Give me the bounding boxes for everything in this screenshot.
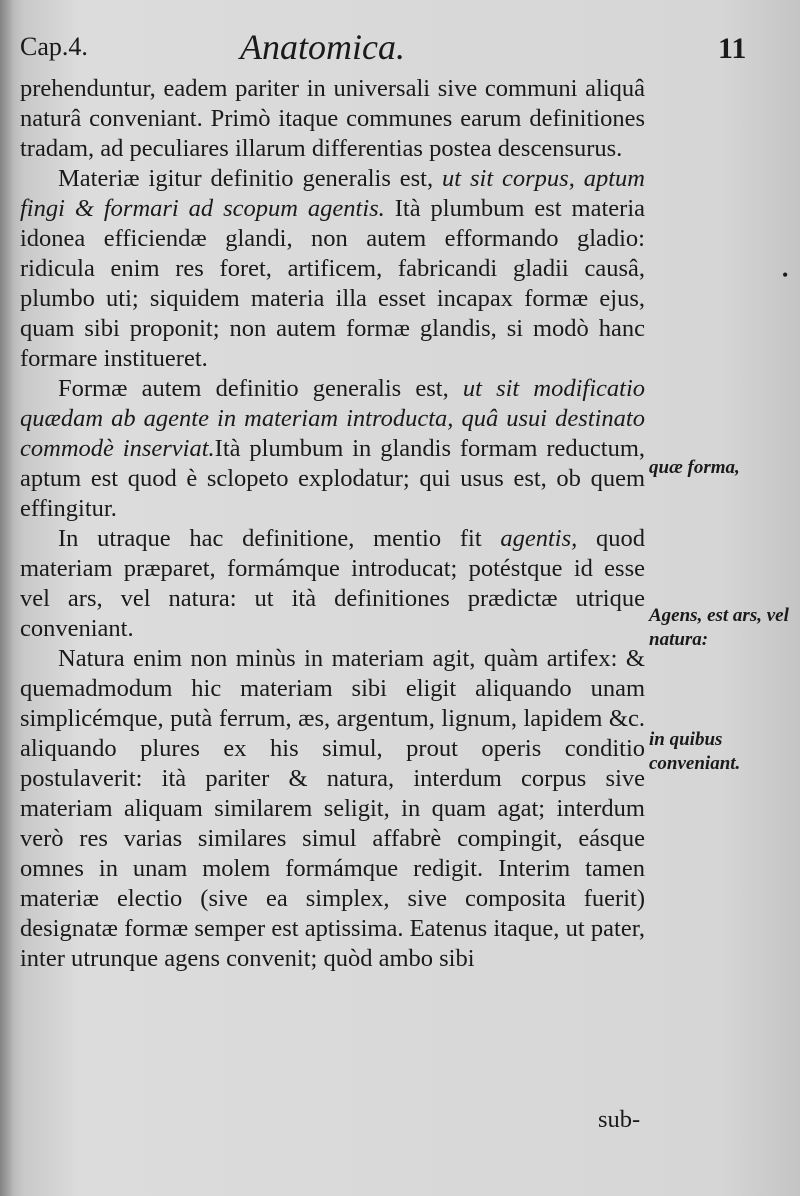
- chapter-label: Cap.4.: [20, 32, 88, 61]
- catchword: sub-: [598, 1106, 641, 1133]
- paragraph-4-text-b: quod materiam præparet, formámque introducat; potéstque id esse vel ars, vel natura: ut ità definitiones prædictæ utrique conveniant.: [20, 525, 645, 642]
- paragraph-3-italic: ut sit modificatio quædam ab agente in materiam introducta, quâ usui destinato commodè inserviat.: [20, 375, 645, 462]
- paragraph-5: [20, 644, 645, 974]
- paragraph-5-text: Natura enim non minùs in materiam agit, quàm artifex: & quemadmodum hic materiam sibi eligit aliquando unam simplicémque, putà ferrum, æs, argentum, lignum, lapidem &c. aliquando plures ex his simul, prout operis conditio postulaverit: ità pariter & natura, interdum corpus sive materiam aliquam similarem seligit, in quam agat; interdum verò res varias similares simul affabrè compingit, eásque omnes in unam molem formámque redigit. Interim tamen materiæ electio (sive ea simplex, sive composita fuerit) designatæ formæ semper est aptissima. Eatenus itaque, ut pater, inter utrunque agens convenit; quòd ambo sibi: [20, 645, 645, 972]
- paragraph-1-text: prehenduntur, eadem pariter in universali sive communi aliquâ naturâ conveniant. Primò itaque communes earum definitiones tradam, ad peculiares illarum differentias postea descensurus.: [20, 75, 645, 162]
- running-title: Anatomica.: [240, 27, 405, 67]
- margin-note-forma: quæ forma,: [649, 457, 740, 478]
- paragraph-3-text-a: Formæ autem definitio generalis est,: [58, 375, 463, 402]
- page-gutter-shadow: [0, 0, 14, 1196]
- paragraph-2-text-a: Materiæ igitur definitio generalis est,: [58, 165, 443, 192]
- paragraph-3-text-b: Ità plumbum in glandis formam reductum, aptum est quod è sclopeto explodatur; qui usus est, ob quem effingitur.: [20, 435, 646, 522]
- page-number: 11: [718, 32, 747, 65]
- margin-dot-mark: •: [782, 265, 789, 285]
- paragraph-2-italic: ut sit corpus, aptum fingi & formari ad scopum agentis.: [20, 165, 645, 222]
- paragraph-2: [20, 164, 645, 374]
- paragraph-4-text-a: In utraque hac definitione, mentio fit: [58, 525, 501, 552]
- margin-note-agens: Agens, est ars, vel natura:: [649, 605, 789, 650]
- paragraph-4-italic: agentis,: [500, 525, 578, 552]
- main-text: [20, 74, 645, 974]
- paragraph-1: [20, 74, 645, 164]
- paragraph-3: [20, 374, 645, 524]
- paragraph-2-text-b: Ità plumbum est materia idonea efficiendæ glandi, non autem efformando gladio: ridicula enim res foret, artificem, fabricandi gladii causâ, plumbo uti; siquidem materia illa esset incapax formæ ejus, quam sibi proponit; non autem formæ glandis, si modò hanc formare institueret.: [20, 195, 645, 372]
- paragraph-4: [20, 524, 645, 644]
- running-head: [0, 26, 800, 70]
- margin-note-conveniant: in quibus conveniant.: [649, 729, 741, 774]
